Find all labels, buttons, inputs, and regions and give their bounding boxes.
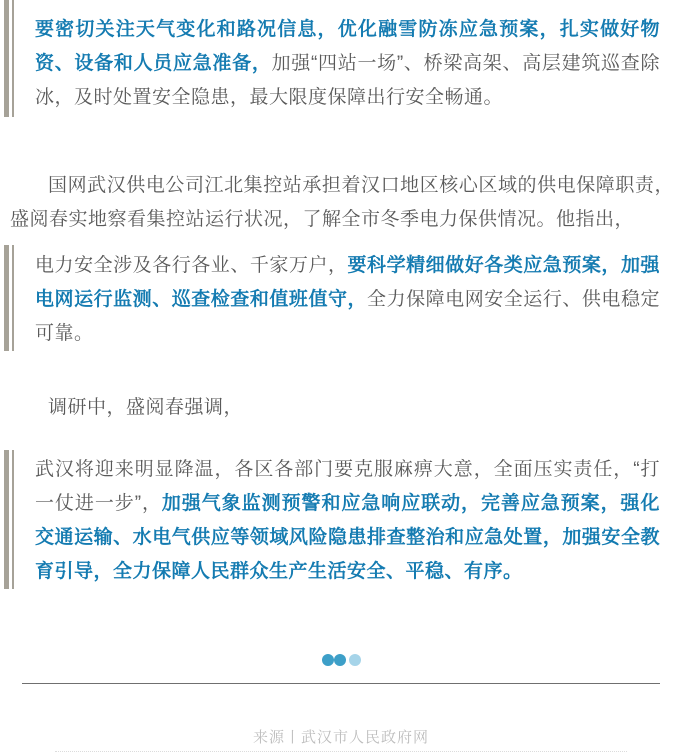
pagination-dots bbox=[0, 654, 682, 666]
lead-text-power-safety: 电力安全涉及各行各业、千家万户， bbox=[35, 255, 348, 276]
quote-block-temperature-drop bbox=[0, 450, 682, 589]
footer-source-label: 来源丨武汉市人民政府网 bbox=[252, 729, 429, 746]
body-text-power-safety: 全力保障电网安全运行、供电稳定可靠。 bbox=[35, 289, 660, 344]
bottom-dotted-line bbox=[55, 751, 627, 752]
emphasis-text-temperature-drop: 加强气象监测预警和应急响应联动，完善应急预案，强化交通运输、水电气供应等领域风险隐患排查整治和应急处置，加强安全教育引导，全力保障人民群众生产生活安全、平稳、有序。 bbox=[35, 493, 660, 582]
body-text-weather: 加强“四站一场”、桥梁高架、高层建筑巡查除冰，及时处置安全隐患，最大限度保障出行安全畅通。 bbox=[35, 53, 660, 108]
pagination-dot-1 bbox=[322, 654, 334, 666]
pagination-dot-3 bbox=[349, 654, 361, 666]
separator-line bbox=[22, 683, 660, 684]
paragraph-substation: 国网武汉供电公司江北集控站承担着汉口地区核心区域的供电保障职责，盛阅春实地察看集控站运行状况，了解全市冬季电力保供情况。他指出， bbox=[10, 175, 674, 230]
emphasis-text-weather: 要密切关注天气变化和路况信息，优化融雪防冻应急预案，扎实做好物资、设备和人员应急准备， bbox=[35, 19, 660, 74]
paragraph-research: 调研中，盛阅春强调， bbox=[48, 397, 244, 418]
pagination-dot-2 bbox=[334, 654, 346, 666]
emphasis-text-power-safety: 要科学精细做好各类应急预案，加强电网运行监测、巡查检查和值班值守， bbox=[35, 255, 660, 310]
quote-block-power-safety bbox=[0, 245, 682, 351]
quote-block-weather bbox=[0, 0, 682, 117]
lead-text-temperature-drop: 武汉将迎来明显降温，各区各部门要克服麻痹大意，全面压实责任，“打一仗进一步”， bbox=[35, 459, 660, 514]
